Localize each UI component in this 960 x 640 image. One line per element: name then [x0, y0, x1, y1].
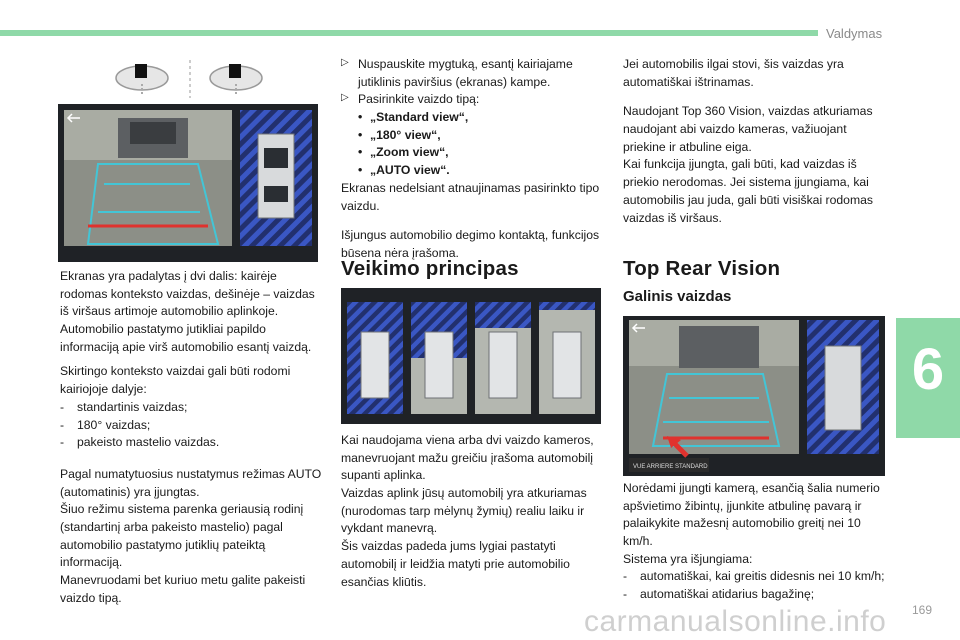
- list-item: - standartinis vaizdas;: [60, 399, 322, 417]
- view-type-options: [341, 109, 603, 180]
- principle-heading: Veikimo principas: [341, 257, 519, 280]
- screen-update-text: Ekranas nedelsiant atnaujinamas pasirinkto tipo vaizdu.: [341, 180, 600, 213]
- context-views-list: [60, 399, 322, 452]
- chapter-number: 6: [911, 337, 945, 402]
- top-rear-vision-heading: Top Rear Vision: [623, 257, 781, 280]
- watermark: carmanualsonline.info: [584, 605, 887, 638]
- disable-conditions-list: [623, 568, 885, 603]
- top-view-screen-photo: [58, 104, 318, 262]
- arrow-bullet-icon: ▷: [341, 57, 349, 68]
- header-accent-bar: [0, 30, 818, 36]
- image-erase-text: Jei automobilis ilgai stovi, šis vaizdas yra automatiškai ištrinamas.: [623, 57, 844, 89]
- auto-mode-text: Pagal numatytuosius nustatymus režimas AUTO (automatinis) yra įjungtas. Šiuo režimu sistema parenka geriausią rodinį (standartinį arba pakeisto mastelio) pagal automobilio pastatymo jutiklių pateiktą informaciją. Manevruodami bet kuriuo metu galite pakeisti vaizdo tipą.: [60, 466, 322, 605]
- camera-location-illustration: [110, 58, 270, 100]
- ignition-off-text: Išjungus automobilio degimo kontaktą, funkcijos būsena nėra įrašoma.: [341, 228, 600, 260]
- arrow-bullet-icon: ▷: [341, 92, 349, 104]
- screen-caption: VUE ARRIERE STANDARD: [633, 464, 708, 470]
- list-item: • „180° view“,: [358, 127, 603, 145]
- rear-view-subheading: Galinis vaizdas: [623, 288, 732, 305]
- chapter-tab: [896, 318, 960, 438]
- principle-text: Kai naudojama viena arba dvi vaizdo kameros, manevruojant mažu greičiu įrašoma automobilį supanti aplinka. Vaizdas aplink jūsų automobilį yra atkuriamas (nurodomas tarp mėlynų žymių) realiu laiku ir vykdant manevrą. Šis vaizdas padeda jums lygiai pastatyti automobilį ir leidžia matyti prie automobilio esančias kliūtis.: [341, 433, 594, 589]
- section-title: Valdymas: [826, 26, 883, 41]
- instruction-step-1: ▷ Nuspauskite mygtuką, esantį kairiajame jutiklinis paviršius (ekranas) kampe.: [341, 57, 573, 89]
- rear-view-screen-photo: [623, 316, 885, 476]
- top-view-sequence-photo: [341, 288, 601, 424]
- top-360-vision-text: Naudojant Top 360 Vision, vaizdas atkuriamas naudojant abi vaizdo kameras, važiuojant priekine ir atbuline eiga. Kai funkcija įjungta, gali būti, kad vaizdas iš priekio nerodomas. Jei sistema įjungiama, kai automobilis jau juda, gali būti visiškai rodomas vaizdas iš viršaus.: [623, 104, 873, 225]
- list-item: - 180° vaizdas;: [60, 417, 322, 435]
- rear-camera-activation-text: Norėdami įjungti kamerą, esančią šalia numerio apšvietimo žibintų, įjunkite atbulinę pavarą ir palaikykite mažesnį automobilio greitį nei 10 km/h. Sistema yra išjungiama:: [623, 481, 880, 566]
- instruction-step-2: ▷ Pasirinkite vaizdo tipą:: [341, 92, 480, 107]
- page-number: 169: [912, 603, 933, 617]
- list-item: - pakeisto mastelio vaizdas.: [60, 434, 322, 452]
- list-item: - automatiškai atidarius bagažinę;: [623, 586, 885, 604]
- list-item: • „Zoom view“,: [358, 144, 603, 162]
- list-item: • „Standard view“,: [358, 109, 603, 127]
- screen-division-text: Ekranas yra padalytas į dvi dalis: kairėje rodomas konteksto vaizdas, dešinėje – vaizdas iš viršaus artimoje automobilio aplinkoje. Automobilio pastatymo jutikliai papildo informaciją apie virš automobilio esantį vaizdą.: [60, 269, 315, 354]
- context-views-intro: Skirtingo konteksto vaizdai gali būti rodomi kairiojoje dalyje:: [60, 364, 291, 397]
- list-item: • „AUTO view“.: [358, 162, 603, 180]
- list-item: - automatiškai, kai greitis didesnis nei 10 km/h;: [623, 568, 885, 586]
